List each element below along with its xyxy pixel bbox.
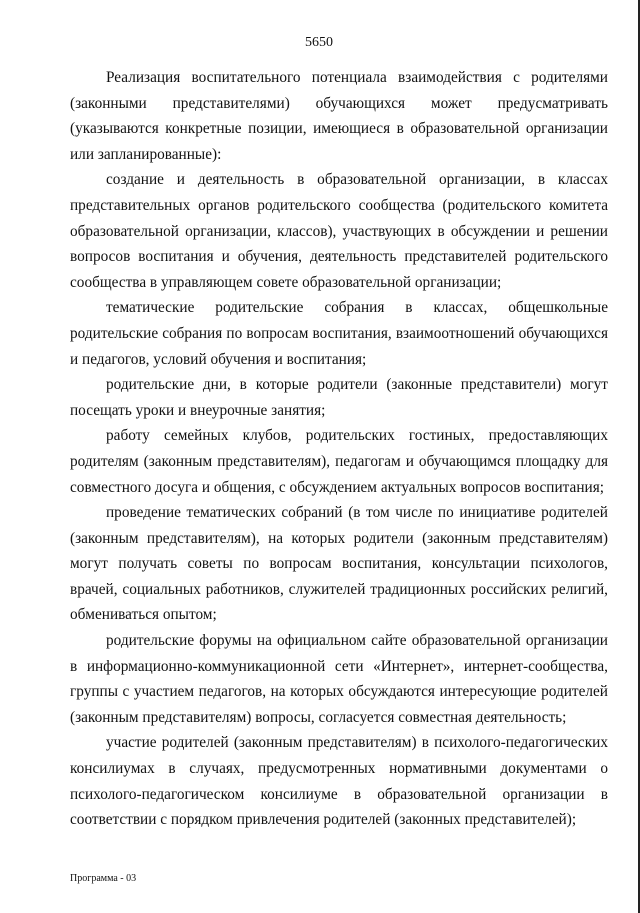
paragraph-intro: Реализация воспитательного потенциала взаимодействия с родителями (законными представителями) обучающихся может предусматривать (указываются конкретные позиции, имеющиеся в образовательной организации или запланированные):: [70, 69, 608, 163]
paragraph-parent-forums: родительские форумы на официальном сайте образовательной организации в информационно-коммуникационной сети «Интернет», интернет-сообщества, группы с участием педагогов, на которых обсуждаются интересующие родителей (законным представителям) вопросы, согласуется совместная деятельность;: [70, 632, 608, 726]
paragraph-ppk-participation: участие родителей (законным представителям) в психолого-педагогических консилиумах в случаях, предусмотренных нормативными документами о психолого-педагогическом консилиуме в образовательной организации в соответствии с порядком привлечения родителей (законных представителей);: [70, 734, 608, 829]
body-text: [70, 65, 608, 833]
footer-label: Программа - 03: [70, 873, 137, 884]
page-number: 5650: [305, 35, 333, 50]
paragraph-thematic-meetings: проведение тематических собраний (в том числе по инициативе родителей (законным представителям), на которых родители (законным представителям) могут получать советы по вопросам воспитания, консультации психологов, врачей, социальных работников, служителей традиционных российских религий, обмениваться опытом;: [70, 504, 608, 624]
paragraph-parent-days: родительские дни, в которые родители (законные представители) могут посещать уроки и внеурочные занятия;: [70, 376, 608, 419]
paragraph-family-clubs: работу семейных клубов, родительских гостиных, предоставляющих родителям (законным представителям), педагогам и обучающимся площадку для совместного досуга и общения, с обсуждением актуальных вопросов воспитания;: [70, 427, 608, 496]
paragraph-parent-committee: создание и деятельность в образовательной организации, в классах представительных органов родительского сообщества (родительского комитета образовательной организации, классов), участвующих в обсуждении и решении вопросов воспитания и обучения, деятельность представителей родительского сообщества в управляющем совете образовательной организации;: [70, 171, 608, 291]
paragraph-parent-meetings: тематические родительские собрания в классах, общешкольные родительские собрания по вопросам воспитания, взаимоотношений обучающихся и педагогов, условий обучения и воспитания;: [70, 299, 608, 368]
